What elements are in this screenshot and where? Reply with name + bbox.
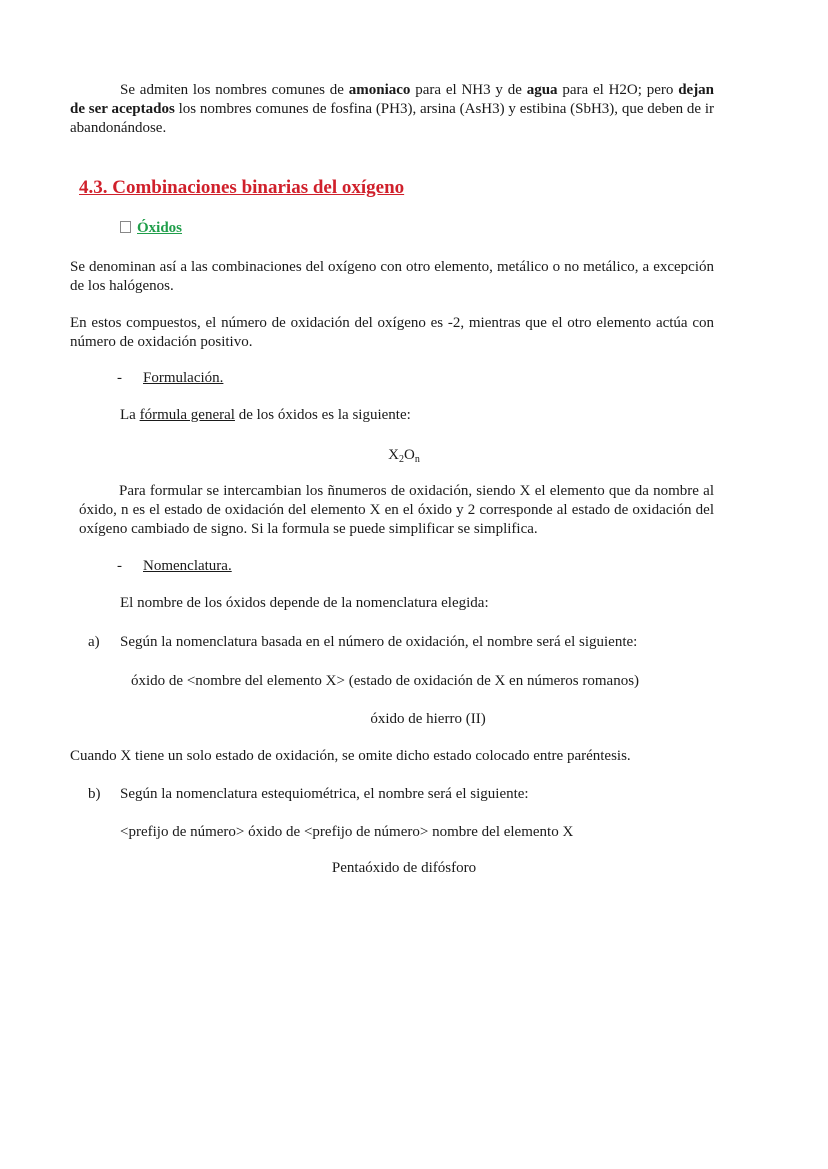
checkbox-bullet-icon (120, 221, 131, 233)
section-heading: 4.3. Combinaciones binarias del oxígeno (79, 177, 405, 198)
nomenclatura-heading-row (117, 557, 232, 576)
item-a (88, 633, 637, 652)
formulacion-explanation: Para formular se intercambian los ñnumeros de oxidación, siendo X el elemento que da nombre al óxido, n es el estado de oxidación del elemento X en el óxido y 2 corresponde al estado de oxidación del oxígeno cambiado de signo. Si la formula se puede simplificar se simplifica. (79, 483, 714, 537)
subsection-row (120, 219, 182, 238)
item-b-text: Según la nomenclatura estequiométrica, el nombre será el siguiente: (120, 786, 529, 802)
formula-sub-n: n (414, 454, 420, 465)
item-b-pattern: <prefijo de número> óxido de <prefijo de número> nombre del elemento X (120, 824, 574, 840)
nomenclatura-heading: Nomenclatura. (143, 558, 232, 574)
intro-bold-dejan: dejan de ser aceptados (70, 82, 715, 117)
general-underlined: fórmula general (139, 407, 235, 423)
intro-text-2: para el NH3 y de (410, 82, 527, 98)
subsection-heading-oxidos: Óxidos (137, 220, 183, 236)
oxidation-paragraph: En estos compuestos, el número de oxidación del oxígeno es -2, mientras que el otro elemento actúa con número de oxidación positivo. (70, 315, 714, 350)
general-formula (0, 446, 808, 465)
formulacion-heading-row (117, 369, 223, 388)
general-pre: La (120, 407, 140, 423)
single-state-note: Cuando X tiene un solo estado de oxidación, se omite dicho estado colocado entre paréntesis. (70, 748, 631, 764)
intro-bold-agua: agua (526, 82, 558, 98)
item-a-text: Según la nomenclatura basada en el número de oxidación, el nombre será el siguiente: (120, 634, 638, 650)
intro-bold-amoniaco: amoniaco (348, 82, 411, 98)
item-b (88, 785, 529, 804)
item-a-example: óxido de hierro (II) (370, 711, 486, 727)
formulacion-heading: Formulación. (143, 370, 224, 386)
general-post: de los óxidos es la siguiente: (234, 407, 411, 423)
formula-o: O (404, 447, 415, 463)
nomenclatura-dash: - (117, 558, 122, 574)
item-b-label: b) (88, 786, 101, 802)
intro-text-3: para el H2O; pero (557, 82, 674, 98)
formulacion-dash: - (117, 370, 122, 386)
intro-text-1: Se admiten los nombres comunes de (120, 82, 349, 98)
formula-x: X (388, 447, 399, 463)
item-b-example: Pentaóxido de difósforo (331, 860, 477, 876)
item-a-pattern: óxido de <nombre del elemento X> (estado de oxidación de X en números romanos) (131, 673, 640, 689)
item-a-label: a) (88, 634, 100, 650)
formula-sub-2: 2 (399, 454, 404, 465)
definition-paragraph: Se denominan así a las combinaciones del oxígeno con otro elemento, metálico o no metálico, a excepción de los halógenos. (70, 259, 714, 294)
intro-paragraph (70, 81, 714, 138)
nomenclatura-intro: El nombre de los óxidos depende de la nomenclatura elegida: (120, 595, 489, 611)
general-formula-sentence (120, 406, 411, 425)
intro-text-4: los nombres comunes de fosfina (PH3), arsina (AsH3) y estibina (SbH3), que deben de ir abandonándose. (70, 101, 714, 136)
